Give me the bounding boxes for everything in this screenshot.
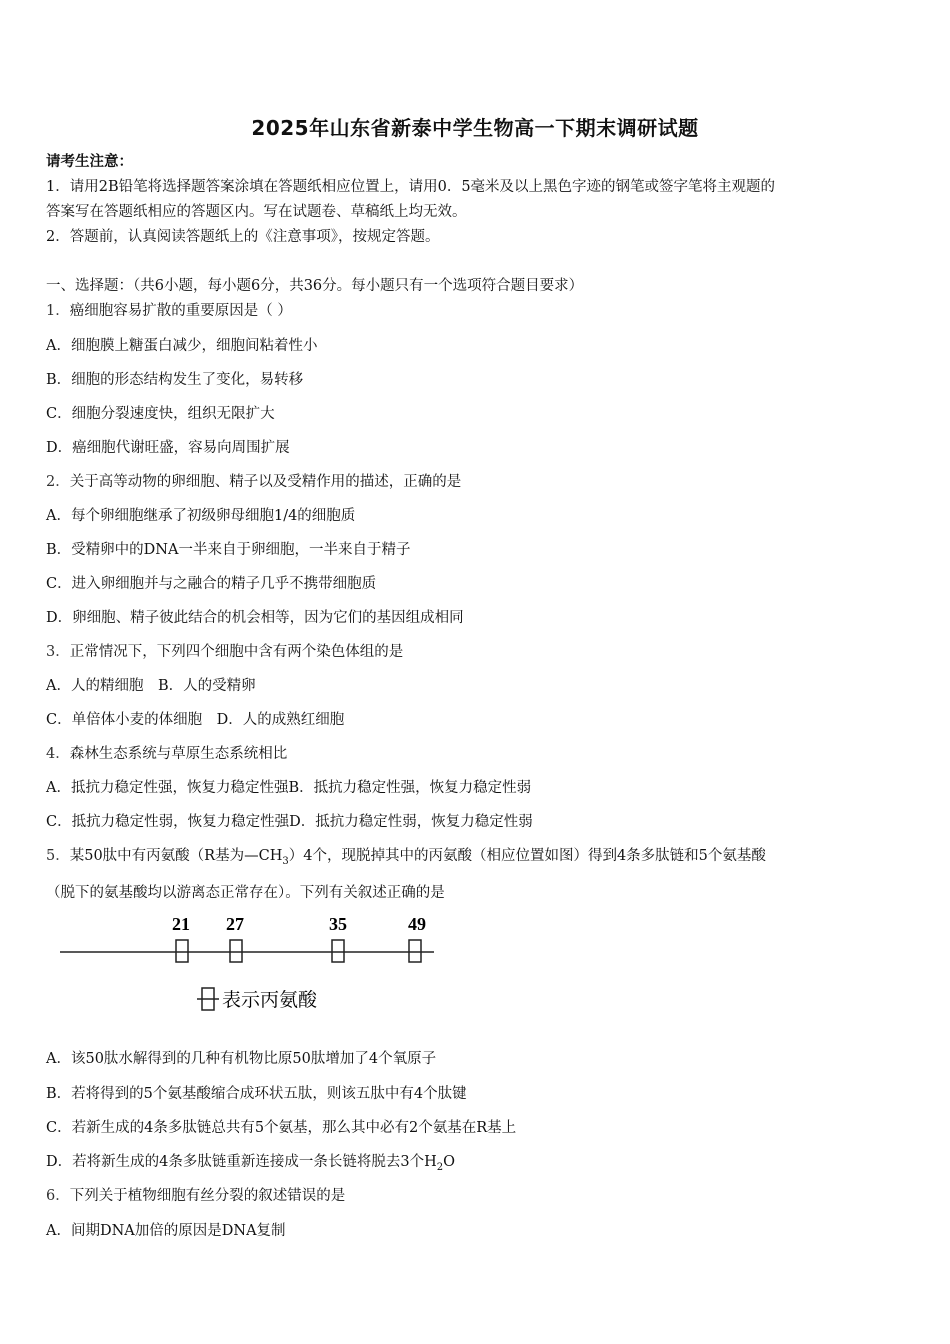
q1-option-c: C．细胞分裂速度快，组织无限扩大 <box>46 406 275 422</box>
alanine-position-diagram <box>56 908 446 1018</box>
alanine-marker <box>332 940 344 962</box>
question-4 <box>46 744 906 764</box>
question-number: 1． <box>46 303 70 319</box>
q3-options-cd: C．单倍体小麦的体细胞 D．人的成熟红细胞 <box>46 712 345 728</box>
question-3 <box>46 642 906 662</box>
question-2 <box>46 472 906 492</box>
q2-option-d: D．卵细胞、精子彼此结合的机会相等，因为它们的基因组成相同 <box>46 610 464 626</box>
question-5-stem-2: （脱下的氨基酸均以游离态正常存在）。下列有关叙述正确的是 <box>46 885 445 901</box>
position-label: 27 <box>226 914 244 934</box>
notice-heading: 请考生注意： <box>46 153 133 170</box>
q5-option-c: C．若新生成的4条多肽链总共有5个氨基，那么其中必有2个氨基在R基上 <box>46 1120 517 1136</box>
q4-options-cd: C．抵抗力稳定性弱，恢复力稳定性强D．抵抗力稳定性弱，恢复力稳定性弱 <box>46 814 533 830</box>
q2-option-c: C．进入卵细胞并与之融合的精子几乎不携带细胞质 <box>46 576 377 592</box>
question-number: 5． <box>46 848 70 864</box>
subscript: 3 <box>282 855 289 867</box>
question-stem-cont: ）4个，现脱掉其中的丙氨酸（相应位置如图）得到4条多肽链和5个氨基酸 <box>288 848 766 864</box>
option-text: D．若将新生成的4条多肽链重新连接成一条长链将脱去3个H <box>46 1154 437 1170</box>
question-stem: 关于高等动物的卵细胞、精子以及受精作用的描述，正确的是 <box>69 474 462 490</box>
legend-label: 表示丙氨酸 <box>222 989 318 1011</box>
q3-options-ab: A．人的精细胞 B．人的受精卵 <box>46 678 256 694</box>
question-stem: 下列关于植物细胞有丝分裂的叙述错误的是 <box>69 1188 346 1204</box>
question-number: 2． <box>46 474 70 490</box>
option-text-cont: O <box>443 1154 455 1170</box>
q1-option-d: D．癌细胞代谢旺盛，容易向周围扩展 <box>46 440 290 456</box>
q2-option-a: A．每个卵细胞继承了初级卵母细胞1/4的细胞质 <box>46 508 356 524</box>
page-title: 2025年山东省新泰中学生物高一下期末调研试题 <box>251 116 699 140</box>
notice-item-1a: 1．请用2B铅笔将选择题答案涂填在答题纸相应位置上，请用0．5毫米及以上黑色字迹的钢笔或签字笔将主观题的 <box>46 179 776 195</box>
q2-option-b: B．受精卵中的DNA一半来自于卵细胞，一半来自于精子 <box>46 542 411 558</box>
alanine-marker <box>176 940 188 962</box>
question-number: 3． <box>46 644 70 660</box>
q5-option-a: A．该50肽水解得到的几种有机物比原50肽增加了4个氧原子 <box>46 1051 437 1067</box>
subscript: 2 <box>436 1161 444 1173</box>
question-stem: 正常情况下，下列四个细胞中含有两个染色体组的是 <box>69 644 404 660</box>
section-heading: 一、选择题：（共6小题，每小题6分，共36分。每小题只有一个选项符合题目要求） <box>46 278 584 294</box>
question-5 <box>46 846 906 872</box>
q6-option-a: A．间期DNA加倍的原因是DNA复制 <box>46 1223 286 1239</box>
notice-item-2: 2．答题前，认真阅读答题纸上的《注意事项》，按规定答题。 <box>46 229 440 245</box>
q1-option-a: A．细胞膜上糖蛋白减少，细胞间粘着性小 <box>46 338 318 354</box>
question-1 <box>46 301 906 321</box>
question-stem: 癌细胞容易扩散的重要原因是（ ） <box>69 303 292 319</box>
position-label: 49 <box>408 914 426 934</box>
alanine-marker <box>230 940 242 962</box>
notice-item-1b: 答案写在答题纸相应的答题区内。写在试题卷、草稿纸上均无效。 <box>46 204 467 220</box>
question-stem: 某50肽中有丙氨酸（R基为—CH <box>69 848 283 864</box>
q5-option-b: B．若将得到的5个氨基酸缩合成环状五肽，则该五肽中有4个肽键 <box>46 1086 467 1102</box>
q1-option-b: B．细胞的形态结构发生了变化，易转移 <box>46 372 304 388</box>
question-number: 6． <box>46 1188 70 1204</box>
alanine-marker <box>409 940 421 962</box>
question-number: 4． <box>46 746 70 762</box>
q4-options-ab: A．抵抗力稳定性强，恢复力稳定性强B．抵抗力稳定性强，恢复力稳定性弱 <box>46 780 532 796</box>
q5-option-d <box>46 1152 906 1178</box>
question-stem: 森林生态系统与草原生态系统相比 <box>69 746 288 762</box>
position-label: 35 <box>329 914 347 934</box>
position-label: 21 <box>172 914 190 934</box>
question-6 <box>46 1186 906 1206</box>
